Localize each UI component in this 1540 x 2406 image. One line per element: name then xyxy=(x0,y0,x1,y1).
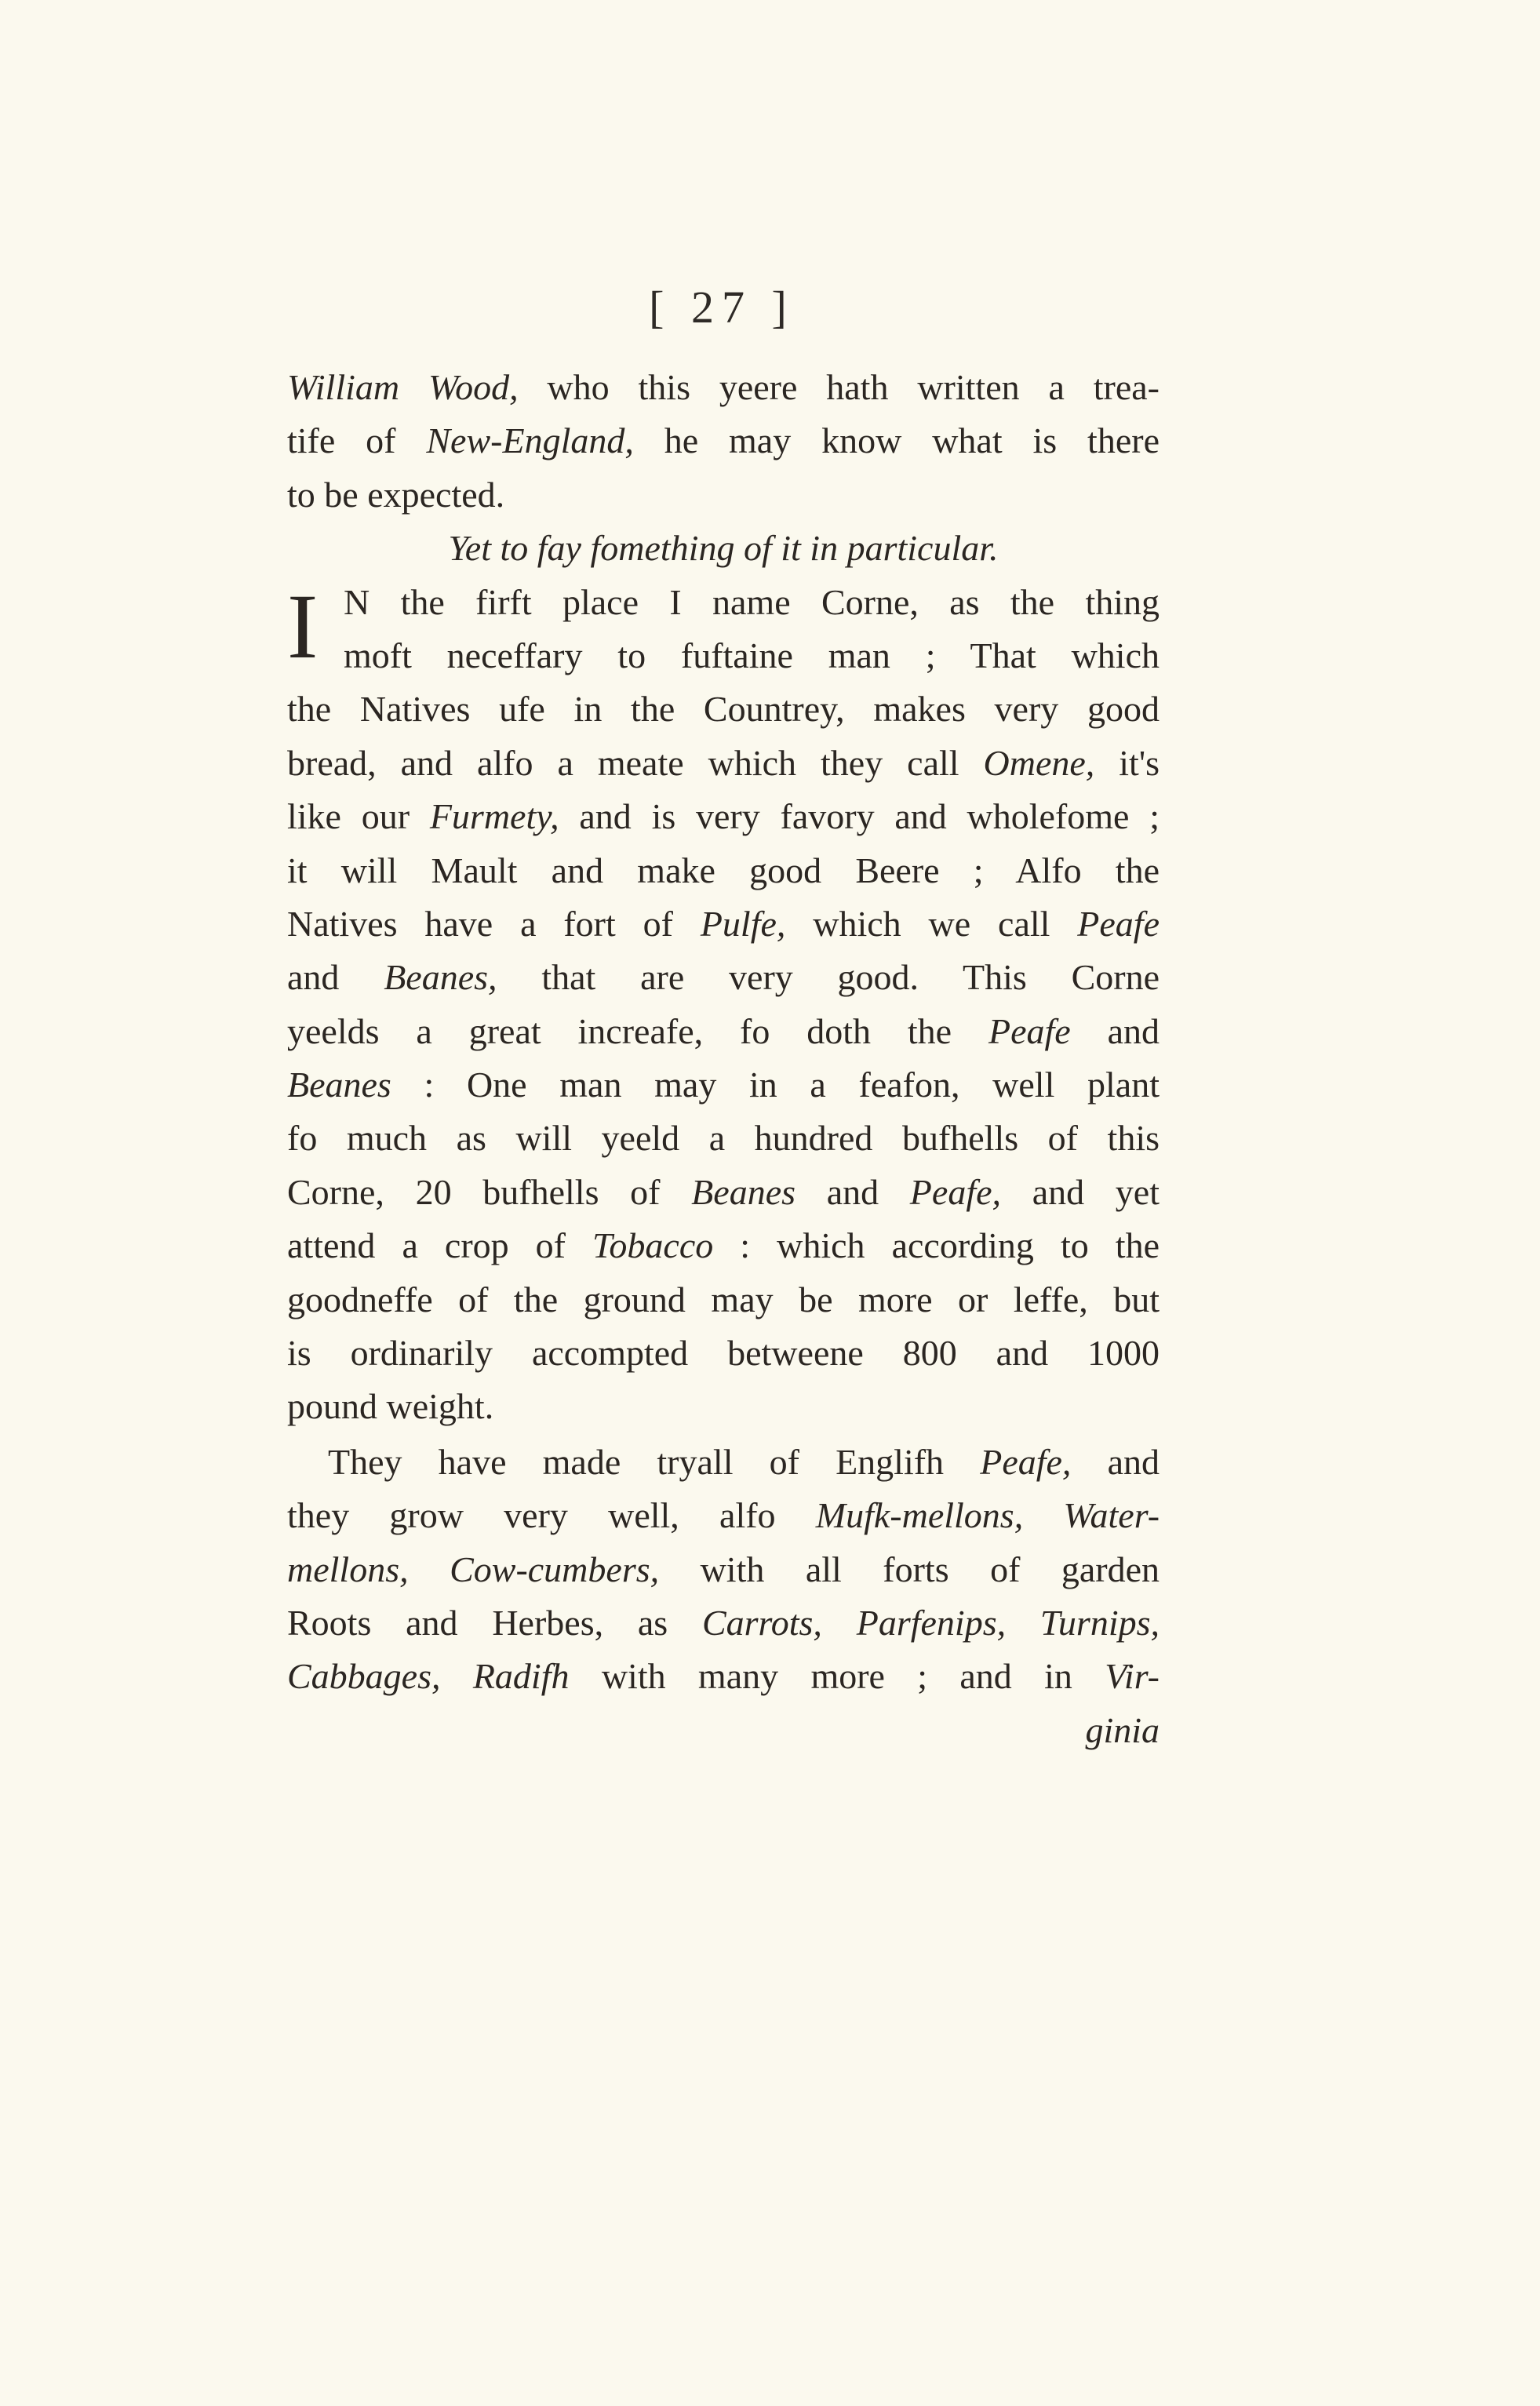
text-line-1: William Wood, who this yeere hath written a trea- xyxy=(287,367,1160,407)
text-line-14: Beanes : One man may in a feafon, well plant xyxy=(287,1065,1160,1105)
text-line-11: Natives have a fort of Pulfe, which we call Peafe xyxy=(287,903,1160,944)
text-line-13: yeelds a great increafe, fo doth the Peafe and xyxy=(287,1010,1160,1051)
page-number: [ 27 ] xyxy=(649,282,795,333)
text-line-23: mellons, Cow-cumbers, with all forts of garden xyxy=(287,1549,1160,1589)
text-line-25: Cabbages, Radifh with many more ; and in Vir- xyxy=(287,1656,1160,1697)
text-line-7: the Natives ufe in the Countrey, makes very good xyxy=(287,689,1160,730)
section-heading: Yet to fay fomething of it in particular. xyxy=(448,528,999,569)
text-line-2: tife of New-England, he may know what is there xyxy=(287,420,1160,461)
text-line-9: like our Furmety, and is very favory and wholefome ; xyxy=(287,796,1160,837)
text-line-16: Corne, 20 bufhells of Beanes and Peafe, and yet xyxy=(287,1171,1160,1212)
text-line-6: moft neceffary to fuftaine man ; That which xyxy=(344,635,1160,675)
catchword: ginia xyxy=(1085,1709,1160,1750)
text-line-5: I N the firft place I name Corne, as the thing xyxy=(287,574,1160,678)
text-line-19: is ordinarily accompted betweene 800 and 1000 xyxy=(287,1333,1160,1374)
text-line-8: bread, and alfo a meate which they call Omene, it's xyxy=(287,742,1160,783)
text-line-3: to be expected. xyxy=(287,474,505,515)
text-line-15: fo much as will yeeld a hundred bufhells of this xyxy=(287,1118,1160,1159)
text-line-24: Roots and Herbes, as Carrots, Parfenips, Turnips, xyxy=(287,1602,1160,1643)
text-line-20: pound weight. xyxy=(287,1386,494,1427)
text-line-12: and Beanes, that are very good. This Corne xyxy=(287,957,1160,998)
text-line-21: They have made tryall of Englifh Peafe, and xyxy=(328,1441,1160,1482)
body-text xyxy=(287,361,1160,1757)
drop-cap-letter: I xyxy=(287,574,319,678)
text-line-18: goodneffe of the ground may be more or leffe, but xyxy=(287,1279,1160,1319)
text-line-17: attend a crop of Tobacco : which according to the xyxy=(287,1225,1160,1266)
text-line-10: it will Mault and make good Beere ; Alfo the xyxy=(287,850,1160,890)
text-line-22: they grow very well, alfo Mufk-mellons, Water- xyxy=(287,1495,1160,1536)
